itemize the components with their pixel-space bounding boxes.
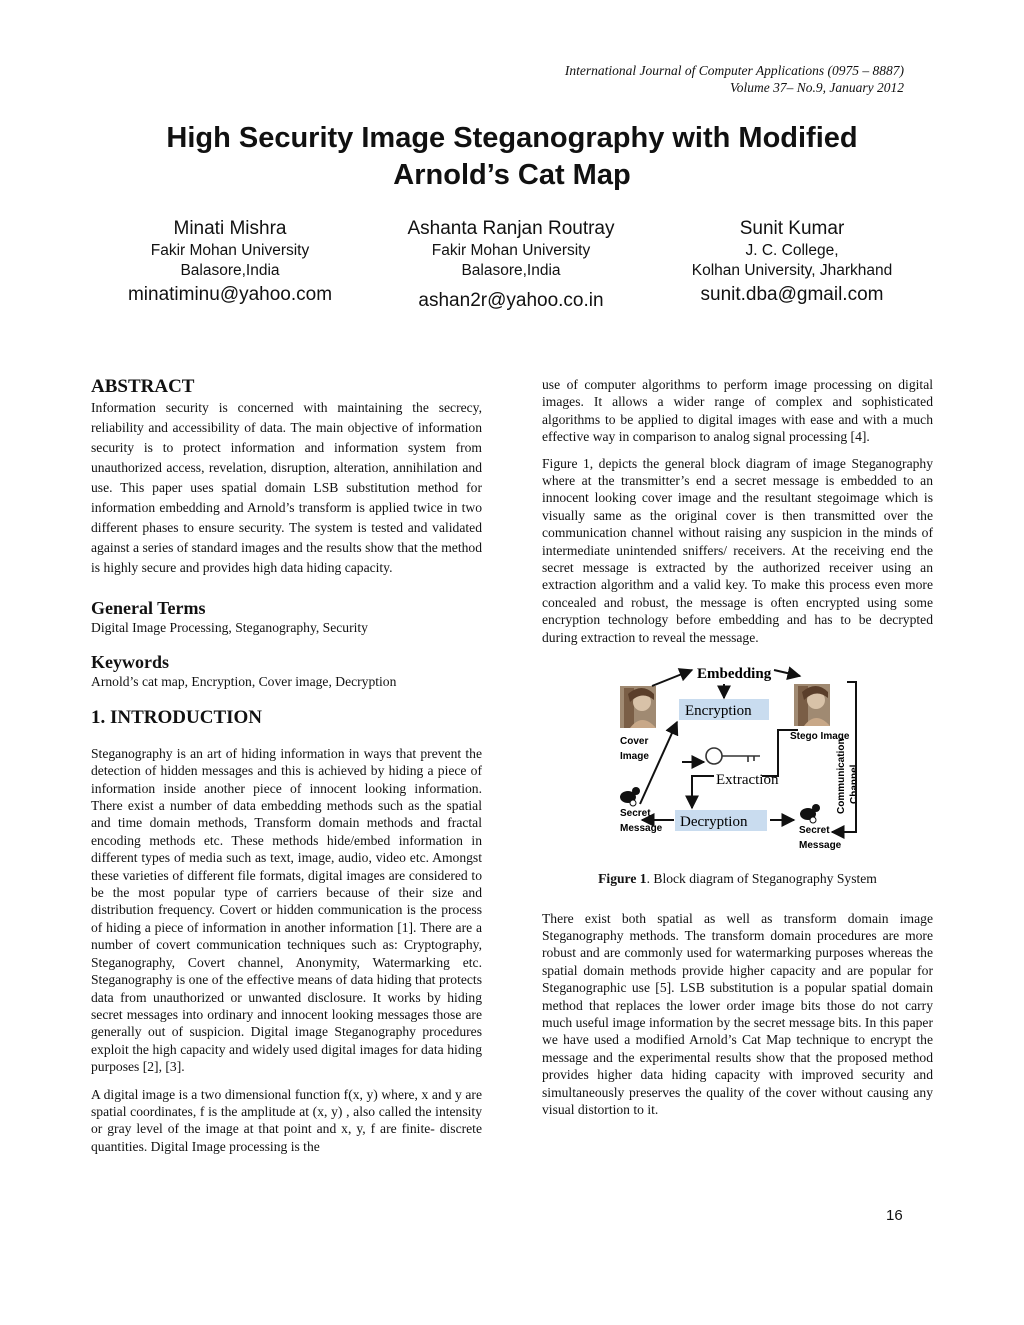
secret-right-label-2: Message [799,840,842,852]
author-email[interactable]: sunit.dba@gmail.com [700,284,884,305]
cover-label-2: Image [620,751,649,763]
journal-name: International Journal of Computer Applications (0975 – 8887) [564,63,904,78]
author-location: Balasore,India [461,262,561,279]
title-line-2: Arnold’s Cat Map [393,159,631,191]
author-affiliation: Fakir Mohan University [431,242,591,259]
channel-label-1: Communication [836,738,847,815]
general-terms-heading: General Terms [91,598,206,618]
keywords-text: Arnold’s cat map, Encryption, Cover image, Decryption [91,674,397,690]
abstract-heading: ABSTRACT [91,376,195,397]
secret-left-label-2: Message [620,823,663,835]
abstract-text: Information security is concerned with maintaining the secrecy, reliability and accessibility of data. The main objective of information security is to protect information and information system from unauthorized access, revelation, disruption, alteration, annihilation and use. This paper uses spatial domain LSB substitution method for information embedding and Arnold’s transform is applied twice in two different phases to ensure security. The system is tested and validated against a series of standard images and the results show that the method is highly secure and provides high data hiding capacity. [91,400,482,575]
embedding-label: Embedding [697,666,772,683]
introduction-paragraph-2: A digital image is a two dimensional function f(x, y) where, x and y are spatial coordinates, f is the amplitude at (x, y) , also called the intensity or gray level of the image at that point and x, y, f are finite- discrete quantities. Digital Image processing is the [91,1086,482,1154]
secret-left-label-1: Secret [620,808,651,820]
author-email[interactable]: minatiminu@yahoo.com [127,284,333,305]
figure-caption [542,870,933,887]
journal-header [565,62,904,96]
right-paragraph-2: Figure 1, depicts the general block diagram of image Steganography where at the transmitter’s end a secret message is embedded to an innocent looking cover image and the resultant stegoimage which is visually same as the original cover is then transmitted over the communication channel without raising any suspicion in the minds of intermediate unintended sniffers/ receivers. At the receiving end the secret message is extracted by the authorized receiver using an extraction algorithm and a valid key. To make this process even more concealed and robust, the message is often encrypted using some encryption technology before embedding and has to be decrypted during extraction to reveal the message. [542,455,933,645]
introduction-paragraph-1: Steganography is an art of hiding information in ways that prevent the detection of hidden messages and this is achieved by hiding a piece of information inside another piece of innocent looking information. There exist a number of data embedding methods such as the spatial and time domain methods, Transform domain methods and fractal encoding methods etc. These methods hide/embed information in different types of media such as text, image, audio, video etc. Amongst these varieties of different file formats, digital images are considered to be the most popular type of carriers because of their size and distribution frequency. Covert or hidden communication is the process of hiding a piece of information in another information [1]. There are a number of covert communication techniques such as: Cryptography, Steganography, Covert channel, Anonymity, Watermarking etc. Steganography is one of the effective means of data hiding that protects data from unauthorized or unwanted disclosure. It works by hiding secret messages into ordinary and innocent looking messages those are generally out of suspicion. Digital image Steganography procedures exploit the high capacity and widely used digital images for data hiding purposes [2], [3]. [91,745,482,1075]
left-column [91,376,482,1155]
paper-title [0,120,1024,194]
secret-right-label-1: Secret [799,825,830,837]
right-paragraph-1: use of computer algorithms to perform image processing on digital images. It allows a wider range of complex and sophisticated algorithms to be applied to digital images with ease and with a much effective way in comparison to analog signal processing [4]. [542,377,933,445]
encryption-label: Encryption [685,703,752,720]
author-name: Sunit Kumar [739,218,845,239]
figure-caption-text: . Block diagram of Steganography System [646,871,877,887]
author-affiliation: Fakir Mohan University [150,242,310,259]
title-line-1: High Security Image Steganography with Modified [166,122,858,154]
journal-volume: Volume 37– No.9, January 2012 [730,80,904,95]
author-name: Minati Mishra [173,218,287,239]
right-paragraph-3: There exist both spatial as well as transform domain image Steganography methods. The transform domain procedures are more robust and are commonly used for watermarking purposes whereas the spatial domain methods provide higher capacity and are popular for Steganographic use [5]. LSB substitution is a popular spatial domain method that replaces the lower order image bits those do not carry much useful image information by the secret message bits. In this paper we have used a modified Arnold’s Cat Map technique to encrypt the message and the experimental results show that the proposed method provides higher data hiding capacity with improved security and simultaneously preserves the quality of the cover without causing any visual distortion to it. [542,910,933,1117]
introduction-heading: 1. INTRODUCTION [91,706,263,728]
right-column [542,376,933,1118]
stego-label: Stego Image [790,731,850,743]
cover-label-1: Cover [620,736,649,748]
author-name: Ashanta Ranjan Routray [407,218,615,239]
extraction-label: Extraction [716,772,779,789]
figure-1 [542,664,933,860]
author-email[interactable]: ashan2r@yahoo.co.in [418,290,604,311]
secret-message-right-icon [800,804,820,823]
channel-label-2: Channel [849,764,860,805]
block-diagram [542,664,933,860]
keywords-heading: Keywords [91,652,169,673]
key-icon [706,748,760,764]
author-3 [662,217,922,307]
author-affiliation: J. C. College, [745,242,839,259]
figure-caption-label: Figure 1 [598,871,647,887]
general-terms-text: Digital Image Processing, Steganography, Security [91,620,368,635]
author-2 [381,217,641,313]
secret-message-left-icon [620,787,640,806]
author-location: Kolhan University, Jharkhand [691,262,893,279]
decryption-label: Decryption [680,814,748,831]
author-1 [100,217,360,307]
author-location: Balasore,India [180,262,280,279]
cover-image [620,686,656,728]
stego-image [794,684,830,726]
page-number: 16 [886,1207,903,1224]
